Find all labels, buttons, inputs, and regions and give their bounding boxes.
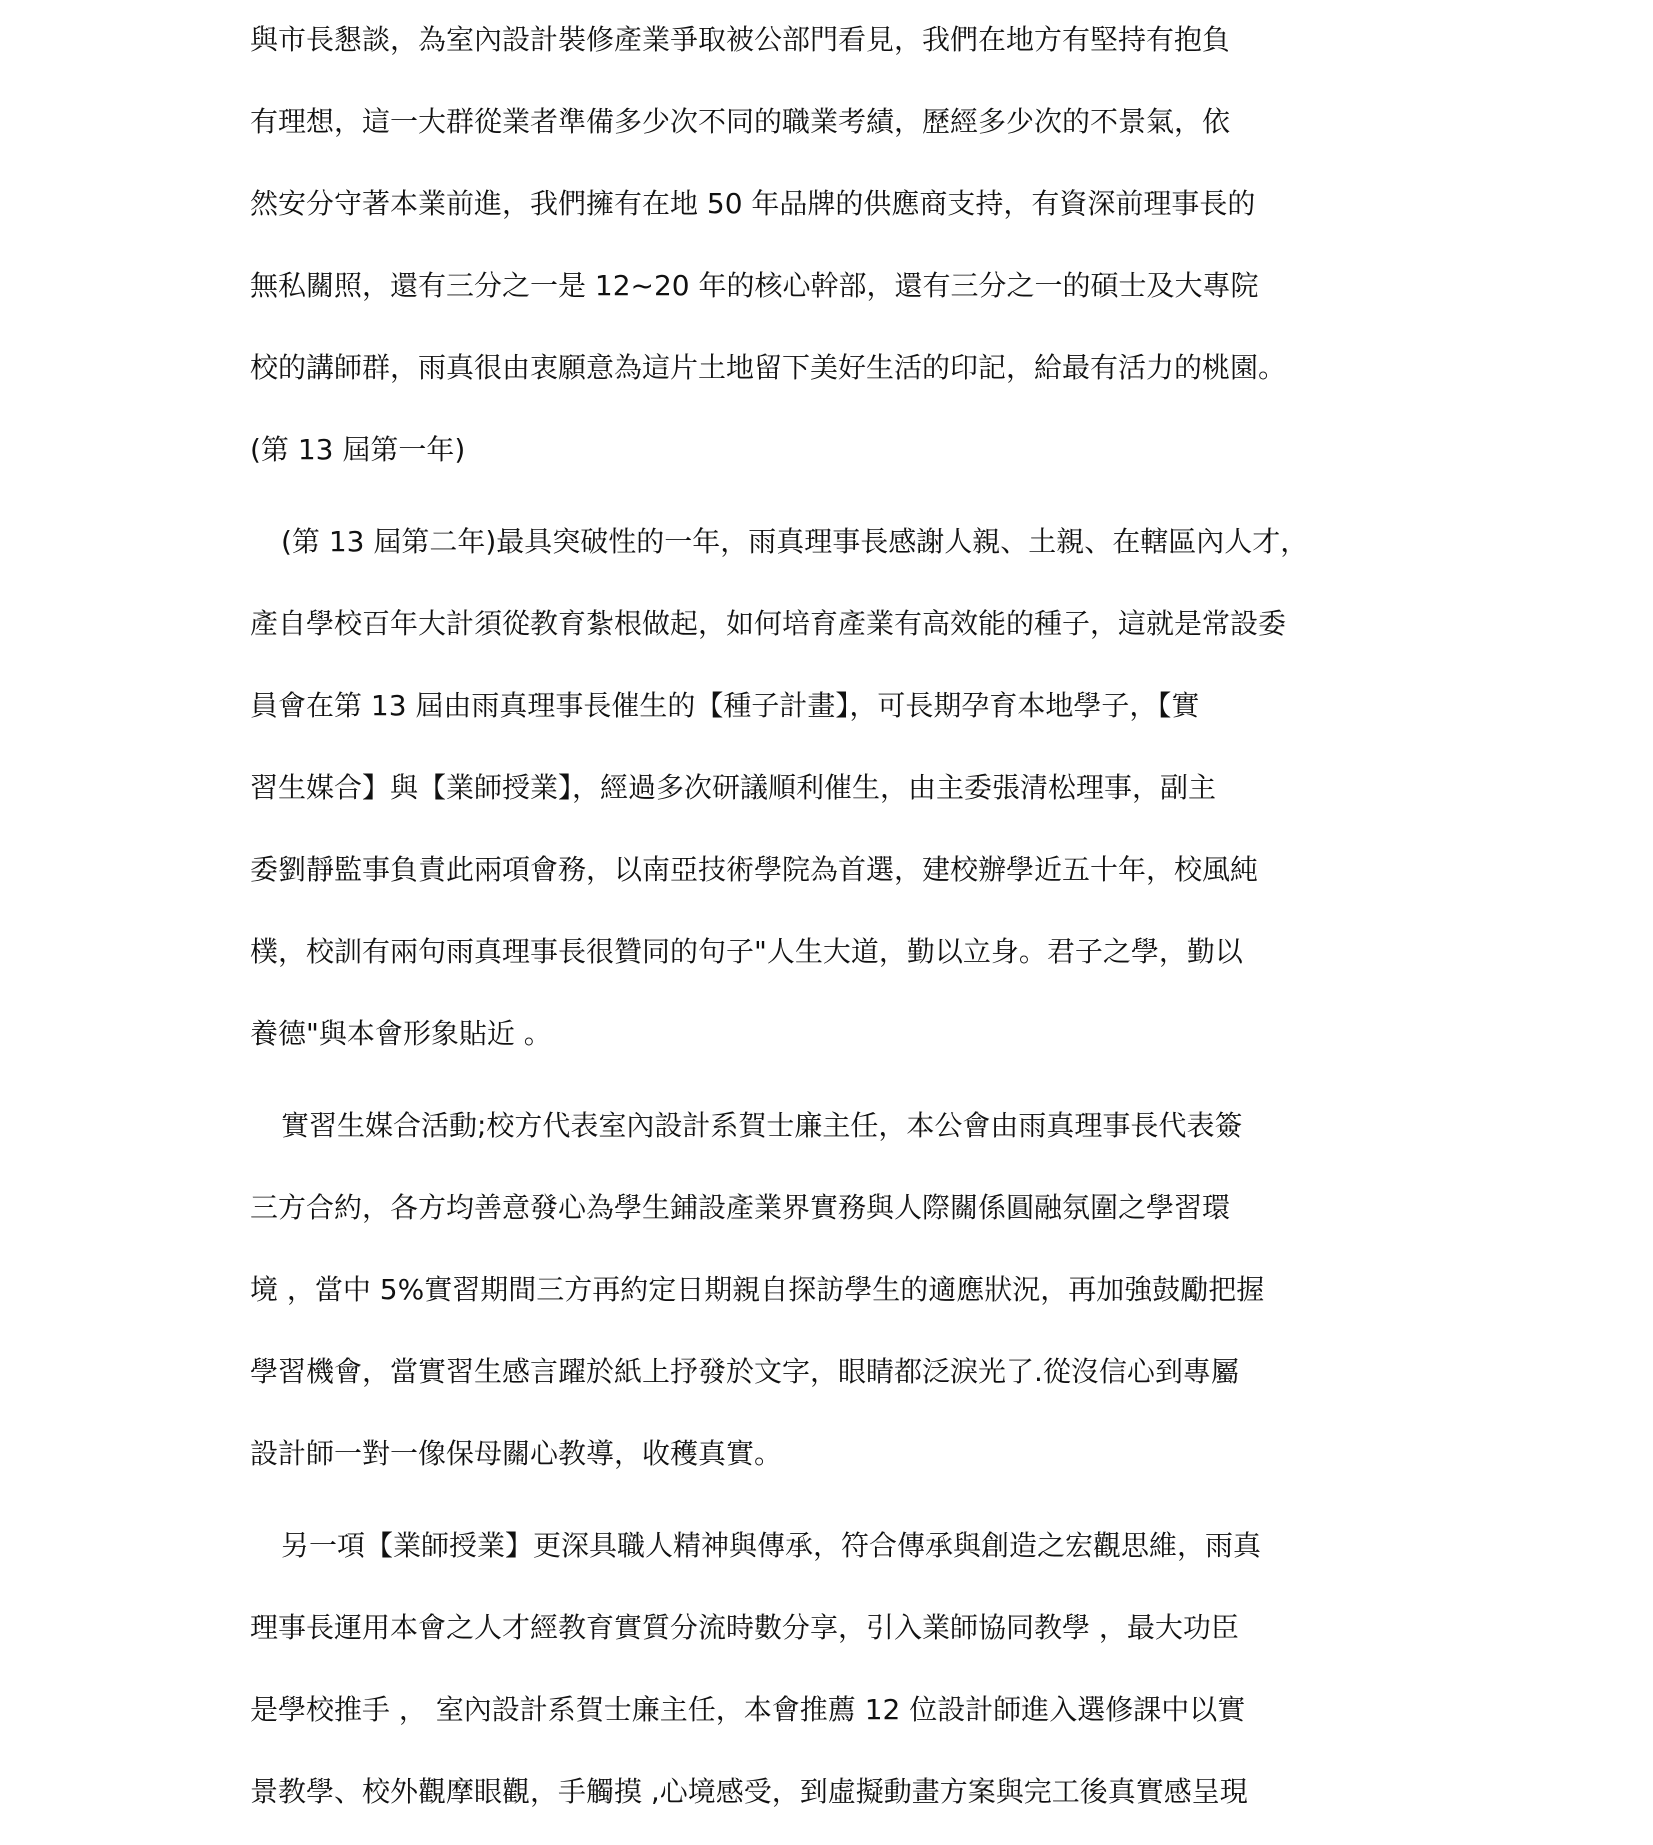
paragraph-start-line: 另一項【業師授業】更深具職人精神與傳承，符合傳承與創造之宏觀思維，雨真 [281,1529,1262,1562]
text-line: 境 ，當中 5%實習期間三方再約定日期親自探訪學生的適應狀況，再加強鼓勵把握 [250,1273,1265,1306]
text-line: 三方合約，各方均善意發心為學生鋪設產業界實務與人際關係圓融氛圍之學習環 [250,1191,1231,1224]
text-line: 是學校推手 ， 室內設計系賀士廉主任，本會推薦 12 位設計師進入選修課中以實 [250,1693,1246,1726]
paragraph-start-line: (第 13 屆第二年)最具突破性的一年，雨真理事長感謝人親、土親、在轄區內人才， [281,525,1309,558]
text-line: 校的講師群，雨真很由衷願意為這片土地留下美好生活的印記，給最有活力的桃園。 [250,351,1287,384]
text-line: 有理想，這一大群從業者準備多少次不同的職業考績，歷經多少次的不景氣，依 [250,105,1231,138]
text-line: 然安分守著本業前進，我們擁有在地 50 年品牌的供應商支持，有資深前理事長的 [250,187,1256,220]
text-line: 學習機會，當實習生感言躍於紙上抒發於文字，眼睛都泛淚光了.從沒信心到專屬 [250,1355,1239,1388]
text-line: 產自學校百年大計須從教育紮根做起，如何培育產業有高效能的種子，這就是常設委 [250,607,1287,640]
text-line: 養德"與本會形象貼近 。 [250,1017,552,1050]
text-line: 景教學、校外觀摩眼觀，手觸摸 ,心境感受，到虛擬動畫方案與完工後真實感呈現 [250,1775,1248,1808]
text-line: 員會在第 13 屆由雨真理事長催生的【種子計畫】，可長期孕育本地學子，【實 [250,689,1200,722]
text-line: 習生媒合】與【業師授業】，經過多次研議順利催生，由主委張清松理事，副主 [250,771,1217,804]
text-line: (第 13 屆第一年) [250,433,466,466]
text-line: 無私關照，還有三分之一是 12~20 年的核心幹部，還有三分之一的碩士及大專院 [250,269,1259,302]
text-line: 設計師一對一像保母關心教導，收穫真實。 [250,1437,783,1470]
paragraph-start-line: 實習生媒合活動;校方代表室內設計系賀士廉主任，本公會由雨真理事長代表簽 [281,1109,1243,1142]
text-line: 樸，校訓有兩句雨真理事長很贊同的句子"人生大道，勤以立身。君子之學，勤以 [250,935,1243,968]
text-line: 與市長懇談，為室內設計裝修產業爭取被公部門看見，我們在地方有堅持有抱負 [250,23,1231,56]
text-line: 委劉靜監事負責此兩項會務，以南亞技術學院為首選，建校辦學近五十年，校風純 [250,853,1259,886]
text-line: 理事長運用本會之人才經教育實質分流時數分享，引入業師協同教學 ，最大功臣 [250,1611,1239,1644]
